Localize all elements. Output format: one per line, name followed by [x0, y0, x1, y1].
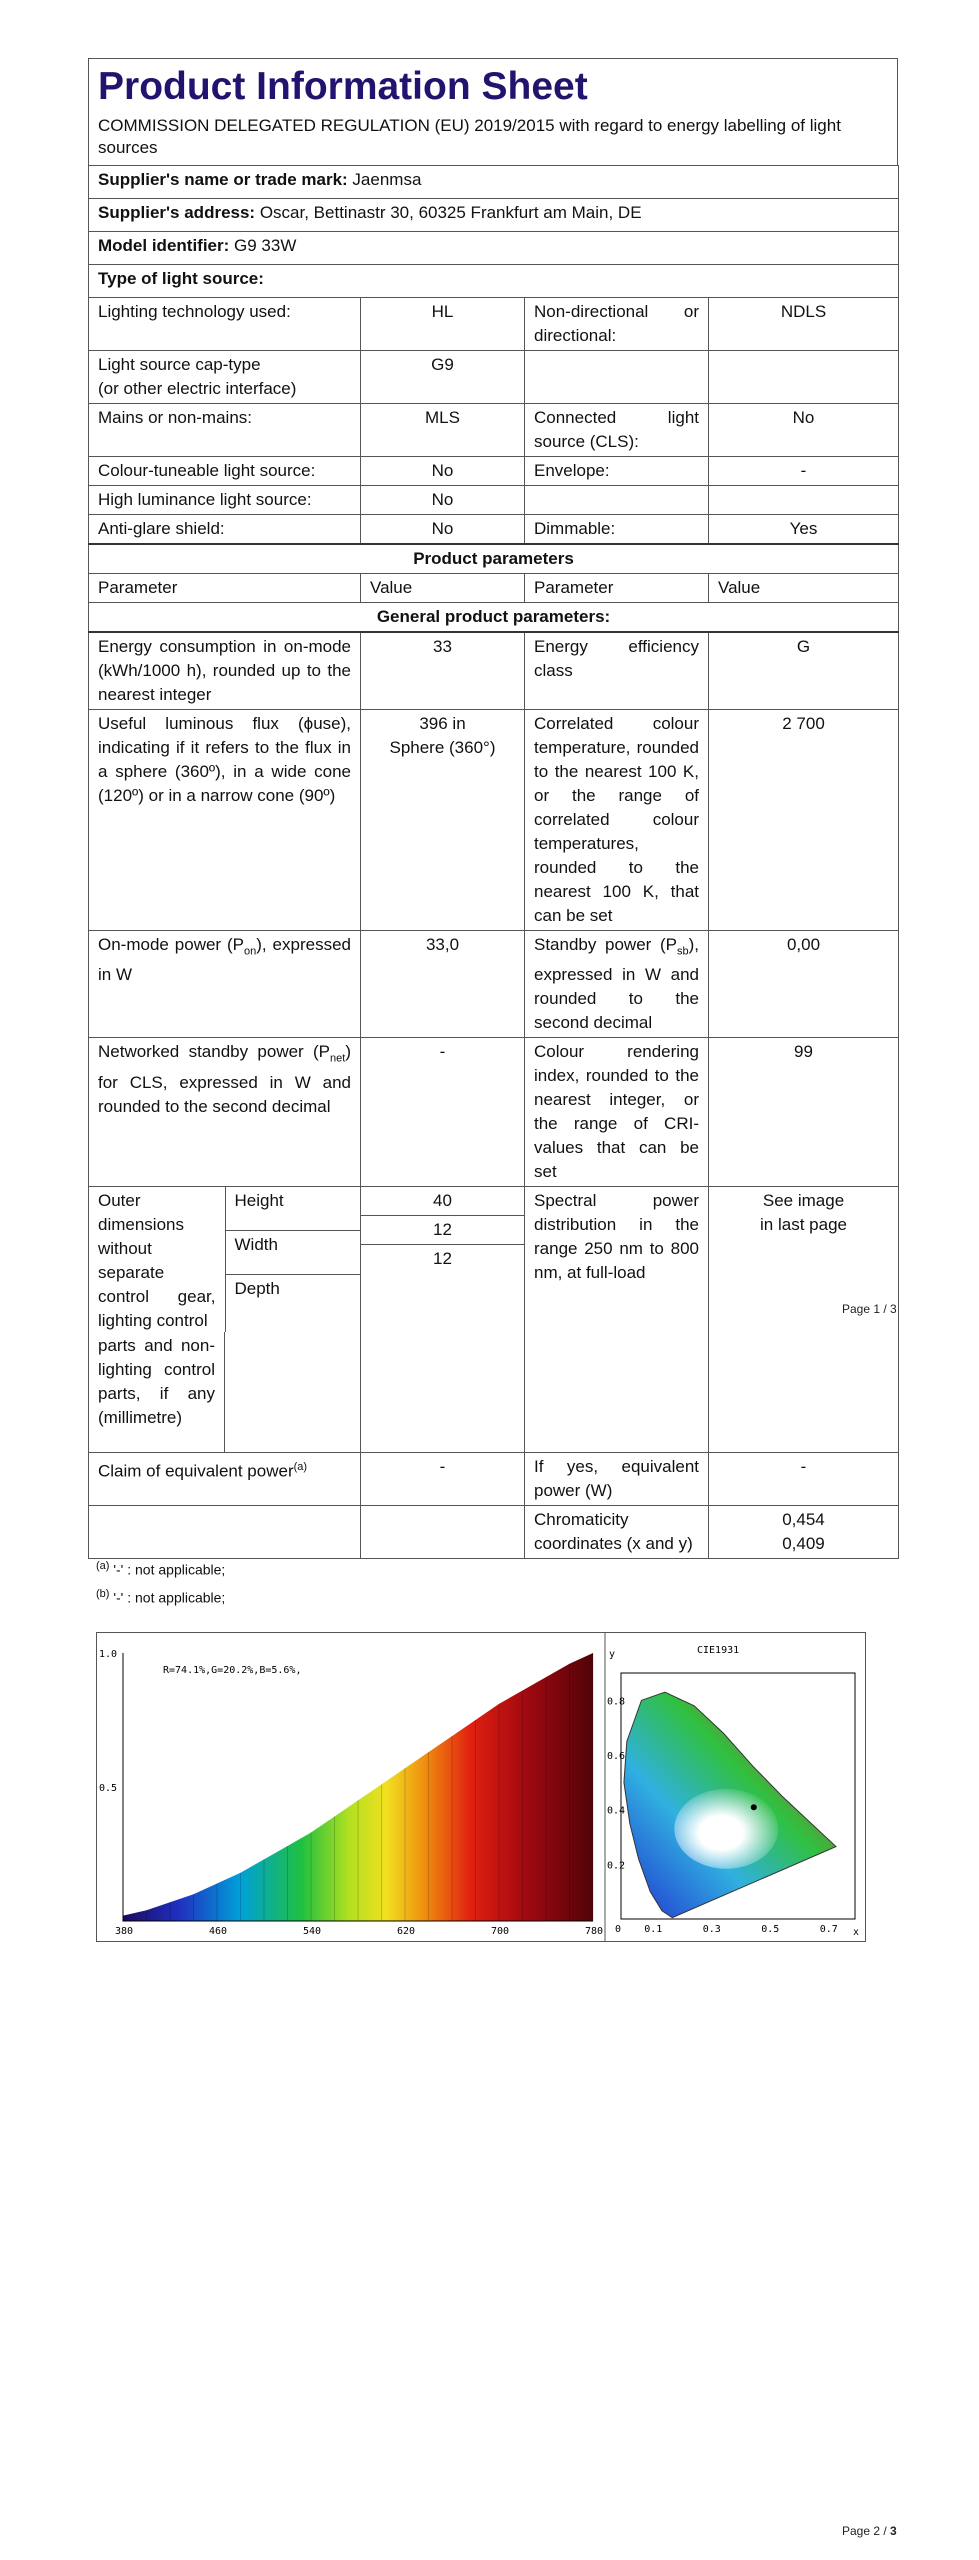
- params-header-row: [89, 574, 899, 603]
- antiglare-label: Anti-glare shield:: [89, 515, 361, 545]
- equiv-sup: (a): [293, 1461, 308, 1473]
- chroma-y: 0,409: [782, 1534, 825, 1553]
- spectrum-x-tick: 460: [209, 1926, 228, 1937]
- supplier-address-label: Supplier's address:: [98, 203, 256, 222]
- page-number-1: Page 1 / 3: [842, 1302, 897, 1316]
- power-label-b: ), expressed in W: [98, 935, 351, 985]
- supplier-name-value: Jaenmsa: [352, 170, 422, 189]
- cie-y-tick: 0.6: [607, 1751, 626, 1762]
- page2-prefix: Page 2 /: [842, 2524, 891, 2538]
- tuneable-value: No: [361, 457, 525, 486]
- cie-white-region: [674, 1789, 778, 1869]
- model-row: [89, 232, 899, 265]
- spectrum-x-tick: 620: [397, 1926, 416, 1937]
- info-sheet: [88, 58, 898, 1336]
- dims-label: Outer dimensions without separate control gear, lighting control: [89, 1187, 225, 1335]
- tuneable-label: Colour-tuneable light source:: [89, 457, 361, 486]
- power-label-a: On-mode power (P: [98, 935, 244, 954]
- power-label-sub: on: [244, 945, 257, 958]
- cap-type-label2: (or other electric interface): [98, 379, 297, 398]
- supplier-name-row: [89, 166, 899, 199]
- height-value: 40: [361, 1187, 524, 1216]
- standby-label-a: Standby power (P: [534, 935, 677, 954]
- lighting-tech-label: Lighting technology used:: [89, 298, 361, 351]
- net-label-a: Networked standby power (P: [98, 1042, 331, 1062]
- high-lum-row: [89, 486, 899, 515]
- regulation-subtitle: COMMISSION DELEGATED REGULATION (EU) 2019/2015 with regard to energy labelling of light sources: [98, 116, 841, 157]
- efficiency-value: G: [709, 632, 899, 710]
- flux-value-cell: [361, 710, 525, 931]
- type-label: Type of light source:: [89, 265, 899, 298]
- power-row: [89, 931, 899, 1038]
- spectrum-figure: [96, 1632, 866, 1942]
- standby-label: [525, 931, 709, 1038]
- antiglare-value: No: [361, 515, 525, 545]
- cie-x-tick: 0.5: [761, 1924, 780, 1935]
- cie-x-tick: 0: [615, 1924, 622, 1935]
- cap-row: [89, 351, 899, 404]
- depth-label: Depth: [225, 1275, 360, 1336]
- tech-row: [89, 298, 899, 351]
- cie-title: CIE1931: [697, 1645, 740, 1656]
- standby-label-b: ), expressed in W and rounded to the second decimal: [534, 935, 699, 1033]
- flux-label: Useful luminous flux (ϕuse), indicating if it refers to the flux in a sphere (360º), in a wide cone (120º) or in a narrow cone (90º): [89, 710, 361, 931]
- equiv-label-text: Claim of equivalent power: [98, 1461, 294, 1481]
- footnote-a-sup: (a): [96, 1560, 110, 1572]
- cie-x-tick: 0.7: [819, 1924, 838, 1935]
- antiglare-row: [89, 515, 899, 545]
- dims-label-continued: parts and non-lighting control parts, if any (millimetre): [89, 1332, 225, 1453]
- spectrum-y-tick: 0.5: [99, 1783, 118, 1794]
- cie-y-tick: 0.2: [607, 1860, 626, 1872]
- spd-value-line1: See image: [762, 1191, 845, 1211]
- tuneable-row: [89, 457, 899, 486]
- cie-x-tick: 0.1: [644, 1924, 663, 1935]
- cap-type-value: G9: [361, 351, 525, 404]
- type-row: [89, 265, 899, 298]
- high-lum-value: No: [361, 486, 525, 515]
- cie-y-tick: 0.8: [607, 1696, 626, 1708]
- general-title-row: [89, 603, 899, 633]
- supplier-name-label: Supplier's name or trade mark:: [98, 170, 348, 189]
- page-title: Product Information Sheet: [98, 65, 588, 108]
- footnote-b-sup: (b): [96, 1588, 110, 1600]
- supplier-address-row: [89, 199, 899, 232]
- cie-chromaticity-point: [751, 1804, 757, 1810]
- cap-type-label: Light source cap-type: [98, 355, 261, 374]
- footnote-a-text: '-' : not applicable;: [109, 1561, 226, 1578]
- spectrum-y-tick: 1.0: [99, 1649, 118, 1660]
- spectrum-x-tick: 540: [303, 1926, 322, 1937]
- energy-label: Energy consumption in on-mode (kWh/1000 h), rounded up to the nearest integer: [89, 632, 361, 710]
- col-value-2: Value: [709, 574, 899, 603]
- standby-value: 0,00: [709, 931, 899, 1038]
- rgb-annotation: R=74.1%,G=20.2%,B=5.6%,: [163, 1665, 302, 1676]
- networked-value: -: [361, 1038, 525, 1187]
- supplier-table: [88, 165, 899, 1336]
- page-number-2: [842, 2524, 897, 2538]
- cri-value: 99: [709, 1038, 899, 1187]
- mains-value: MLS: [361, 404, 525, 457]
- equiv-w-value: -: [709, 1453, 899, 1506]
- footnote-b: [96, 1588, 225, 1606]
- cri-label: Colour rendering index, rounded to the nearest integer, or the range of CRI-values that can be set: [525, 1038, 709, 1187]
- envelope-value: -: [709, 457, 899, 486]
- equiv-value: -: [361, 1453, 525, 1506]
- chroma-x: 0,454: [782, 1510, 825, 1529]
- width-value: 12: [361, 1216, 524, 1245]
- directional-value: NDLS: [709, 298, 899, 351]
- net-label-sub: net: [330, 1052, 346, 1065]
- standby-label-sub: sb: [676, 945, 689, 958]
- dims-row: [89, 1187, 899, 1336]
- cct-label: Correlated colour temperature, rounded to the nearest 100 K, or the range of correlated colour temperatures, rounded to the nearest 100 K, that can be set: [525, 710, 709, 931]
- flux-value-line1: 396 in: [419, 714, 466, 733]
- footnote-b-text: '-' : not applicable;: [109, 1589, 226, 1606]
- mains-row: [89, 404, 899, 457]
- flux-row: [89, 710, 899, 931]
- width-label: Width: [225, 1231, 360, 1275]
- cap-type-cell: [89, 351, 361, 404]
- dims-continued-row: [89, 1332, 899, 1453]
- net-label-b: ) for CLS, expressed in W and rounded to the second decimal: [98, 1042, 351, 1116]
- networked-label: [89, 1038, 361, 1187]
- continued-table: [88, 1332, 899, 1559]
- header: [88, 58, 898, 165]
- col-parameter-2: Parameter: [525, 574, 709, 603]
- cie-x-axis-letter: x: [853, 1927, 860, 1938]
- dimmable-value: Yes: [709, 515, 899, 545]
- cie-y-axis-letter: y: [609, 1649, 616, 1660]
- model-value: G9 33W: [234, 236, 297, 255]
- dims-inner-table: [89, 1187, 360, 1335]
- cie-y-tick: 0.4: [607, 1805, 626, 1817]
- chroma-label: Chromaticity coordinates (x and y): [525, 1506, 709, 1559]
- spd-value-line2: in last page: [760, 1215, 847, 1235]
- spectrum-chart: [97, 1633, 865, 1941]
- params-title-row: [89, 544, 899, 574]
- energy-value: 33: [361, 632, 525, 710]
- cls-label: Connected light source (CLS):: [525, 404, 709, 457]
- spd-label: Spectral power distribution in the range 250 nm to 800 nm, at full-load: [525, 1187, 709, 1336]
- cct-value: 2 700: [709, 710, 899, 931]
- page2-suffix: 3: [890, 2524, 897, 2538]
- spectrum-x-tick: 780: [585, 1926, 604, 1937]
- general-params-title: General product parameters:: [89, 603, 899, 633]
- depth-value: 12: [433, 1249, 452, 1269]
- spectrum-x-tick: 380: [115, 1926, 134, 1937]
- cls-value: No: [709, 404, 899, 457]
- lighting-tech-value: HL: [361, 298, 525, 351]
- power-label: [89, 931, 361, 1038]
- model-label: Model identifier:: [98, 236, 230, 255]
- high-lum-label: High luminance light source:: [89, 486, 361, 515]
- supplier-address-value: Oscar, Bettinastr 30, 60325 Frankfurt am Main, DE: [259, 203, 642, 222]
- cie-x-tick: 0.3: [702, 1924, 721, 1935]
- chroma-row: [89, 1506, 899, 1559]
- spectrum-x-tick: 700: [491, 1926, 510, 1937]
- flux-value-line2: Sphere (360°): [389, 738, 496, 757]
- info-sheet-continued: [88, 1332, 898, 1559]
- page-2: [0, 1332, 979, 2560]
- energy-row: [89, 632, 899, 710]
- dims-cell: [89, 1187, 361, 1336]
- envelope-label: Envelope:: [525, 457, 709, 486]
- params-section-title: Product parameters: [89, 544, 899, 574]
- chroma-value-cell: [709, 1506, 899, 1559]
- dimmable-label: Dimmable:: [525, 515, 709, 545]
- col-parameter-1: Parameter: [89, 574, 361, 603]
- networked-row: [89, 1038, 899, 1187]
- efficiency-label: Energy efficiency class: [525, 632, 709, 710]
- height-label: Height: [225, 1187, 360, 1230]
- power-value: 33,0: [361, 931, 525, 1038]
- equiv-label: [89, 1453, 361, 1506]
- footnote-a: [96, 1560, 225, 1578]
- directional-label: Non-directional or directional:: [525, 298, 709, 351]
- equiv-row: [89, 1453, 899, 1506]
- mains-label: Mains or non-mains:: [89, 404, 361, 457]
- equiv-w-label: If yes, equivalent power (W): [525, 1453, 709, 1506]
- dims-values-cell: [361, 1187, 525, 1336]
- col-value-1: Value: [361, 574, 525, 603]
